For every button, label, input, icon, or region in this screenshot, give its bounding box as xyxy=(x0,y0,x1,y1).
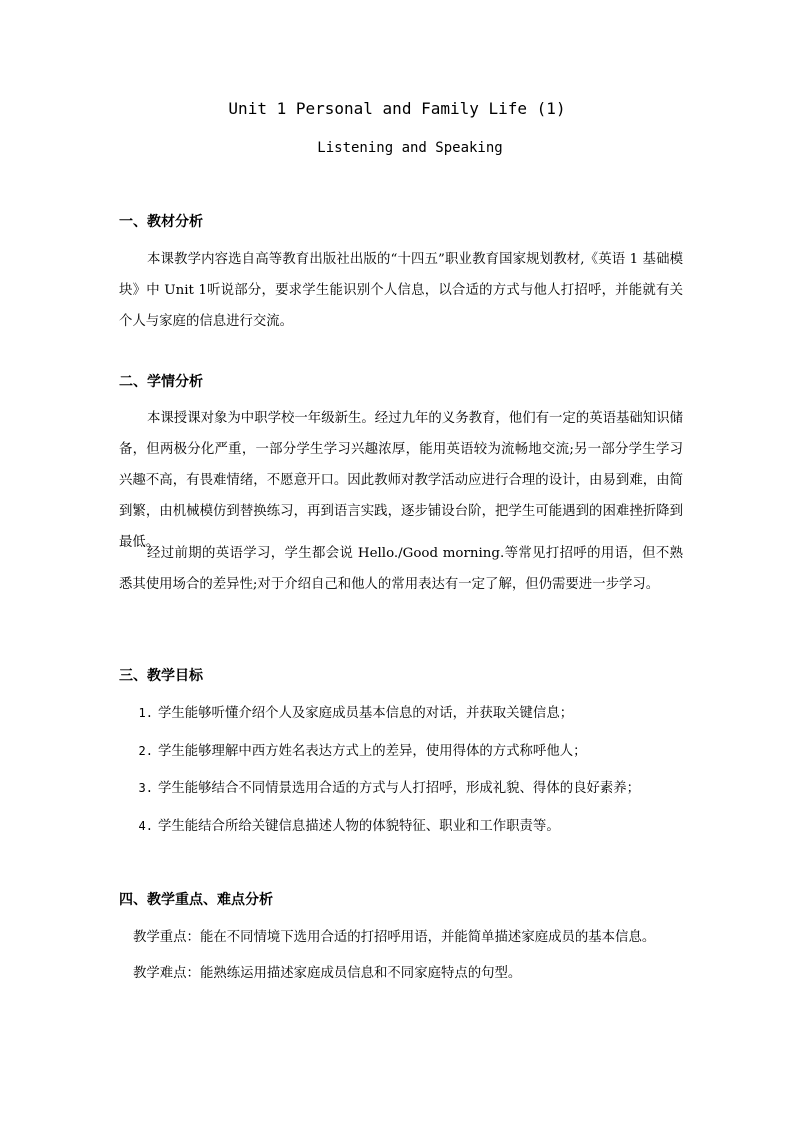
section-heading-textbook-analysis: 一、教材分析 xyxy=(119,214,203,230)
list-item xyxy=(119,816,689,854)
paragraph-textbook-analysis: 本课教学内容选自高等教育出版社出版的“十四五”职业教育国家规划教材,《英语 1 基础模块》中 Unit 1听说部分，要求学生能识别个人信息，以合适的方式与他人打招呼，并能就有关个人与家庭的信息进行交流。 xyxy=(119,252,683,329)
difficult-point-text: 教学难点：能熟练运用描述家庭成员信息和不同家庭特点的句型。 xyxy=(133,966,522,981)
objectives-list xyxy=(119,703,689,853)
key-point-text: 教学重点：能在不同情境下选用合适的打招呼用语，并能简单描述家庭成员的基本信息。 xyxy=(133,930,656,945)
paragraph-learner-analysis-2: 经过前期的英语学习，学生都会说 Hello./Good morning.等常见打招呼的用语，但不熟悉其使用场合的差异性;对于介绍自己和他人的常用表达有一定了解，但仍需要进一步学习。 xyxy=(119,546,683,592)
list-item-text: 学生能够理解中西方姓名表达方式上的差异，使用得体的方式称呼他人； xyxy=(158,743,587,759)
list-item-number: 3. xyxy=(138,781,153,795)
document-subtitle: Listening and Speaking xyxy=(317,140,503,156)
list-item xyxy=(119,703,689,741)
list-item-text: 学生能够听懂介绍个人及家庭成员基本信息的对话，并获取关键信息； xyxy=(158,706,574,721)
list-item-text: 学生能够结合不同情景选用合适的方式与人打招呼，形成礼貌、得体的良好素养； xyxy=(158,781,641,796)
document-title: Unit 1 Personal and Family Life (1) xyxy=(228,99,566,118)
list-item-number: 4. xyxy=(138,818,153,833)
list-item-number: 1. xyxy=(138,706,153,720)
list-item xyxy=(119,741,689,779)
paragraph-learner-analysis-1: 本课授课对象为中职学校一年级新生。经过九年的义务教育，他们有一定的英语基础知识储备，但两极分化严重，一部分学生学习兴趣浓厚，能用英语较为流畅地交流;另一部分学生学习兴趣不高，有畏难情绪，不愿意开口。因此教师对教学活动应进行合理的设计，由易到难，由简到繁，由机械模仿到替换练习，再到语言实践，逐步铺设台阶，把学生可能遇到的困难挫折降到最低。 xyxy=(119,411,683,550)
section-heading-learner-analysis: 二、学情分析 xyxy=(119,374,203,390)
section-heading-key-difficult-points: 四、教学重点、难点分析 xyxy=(119,892,273,908)
list-item-number: 2. xyxy=(138,743,153,758)
list-item-text: 学生能结合所给关键信息描述人物的体貌特征、职业和工作职责等。 xyxy=(158,818,560,834)
list-item xyxy=(119,778,689,816)
section-heading-teaching-objectives: 三、教学目标 xyxy=(119,668,203,684)
